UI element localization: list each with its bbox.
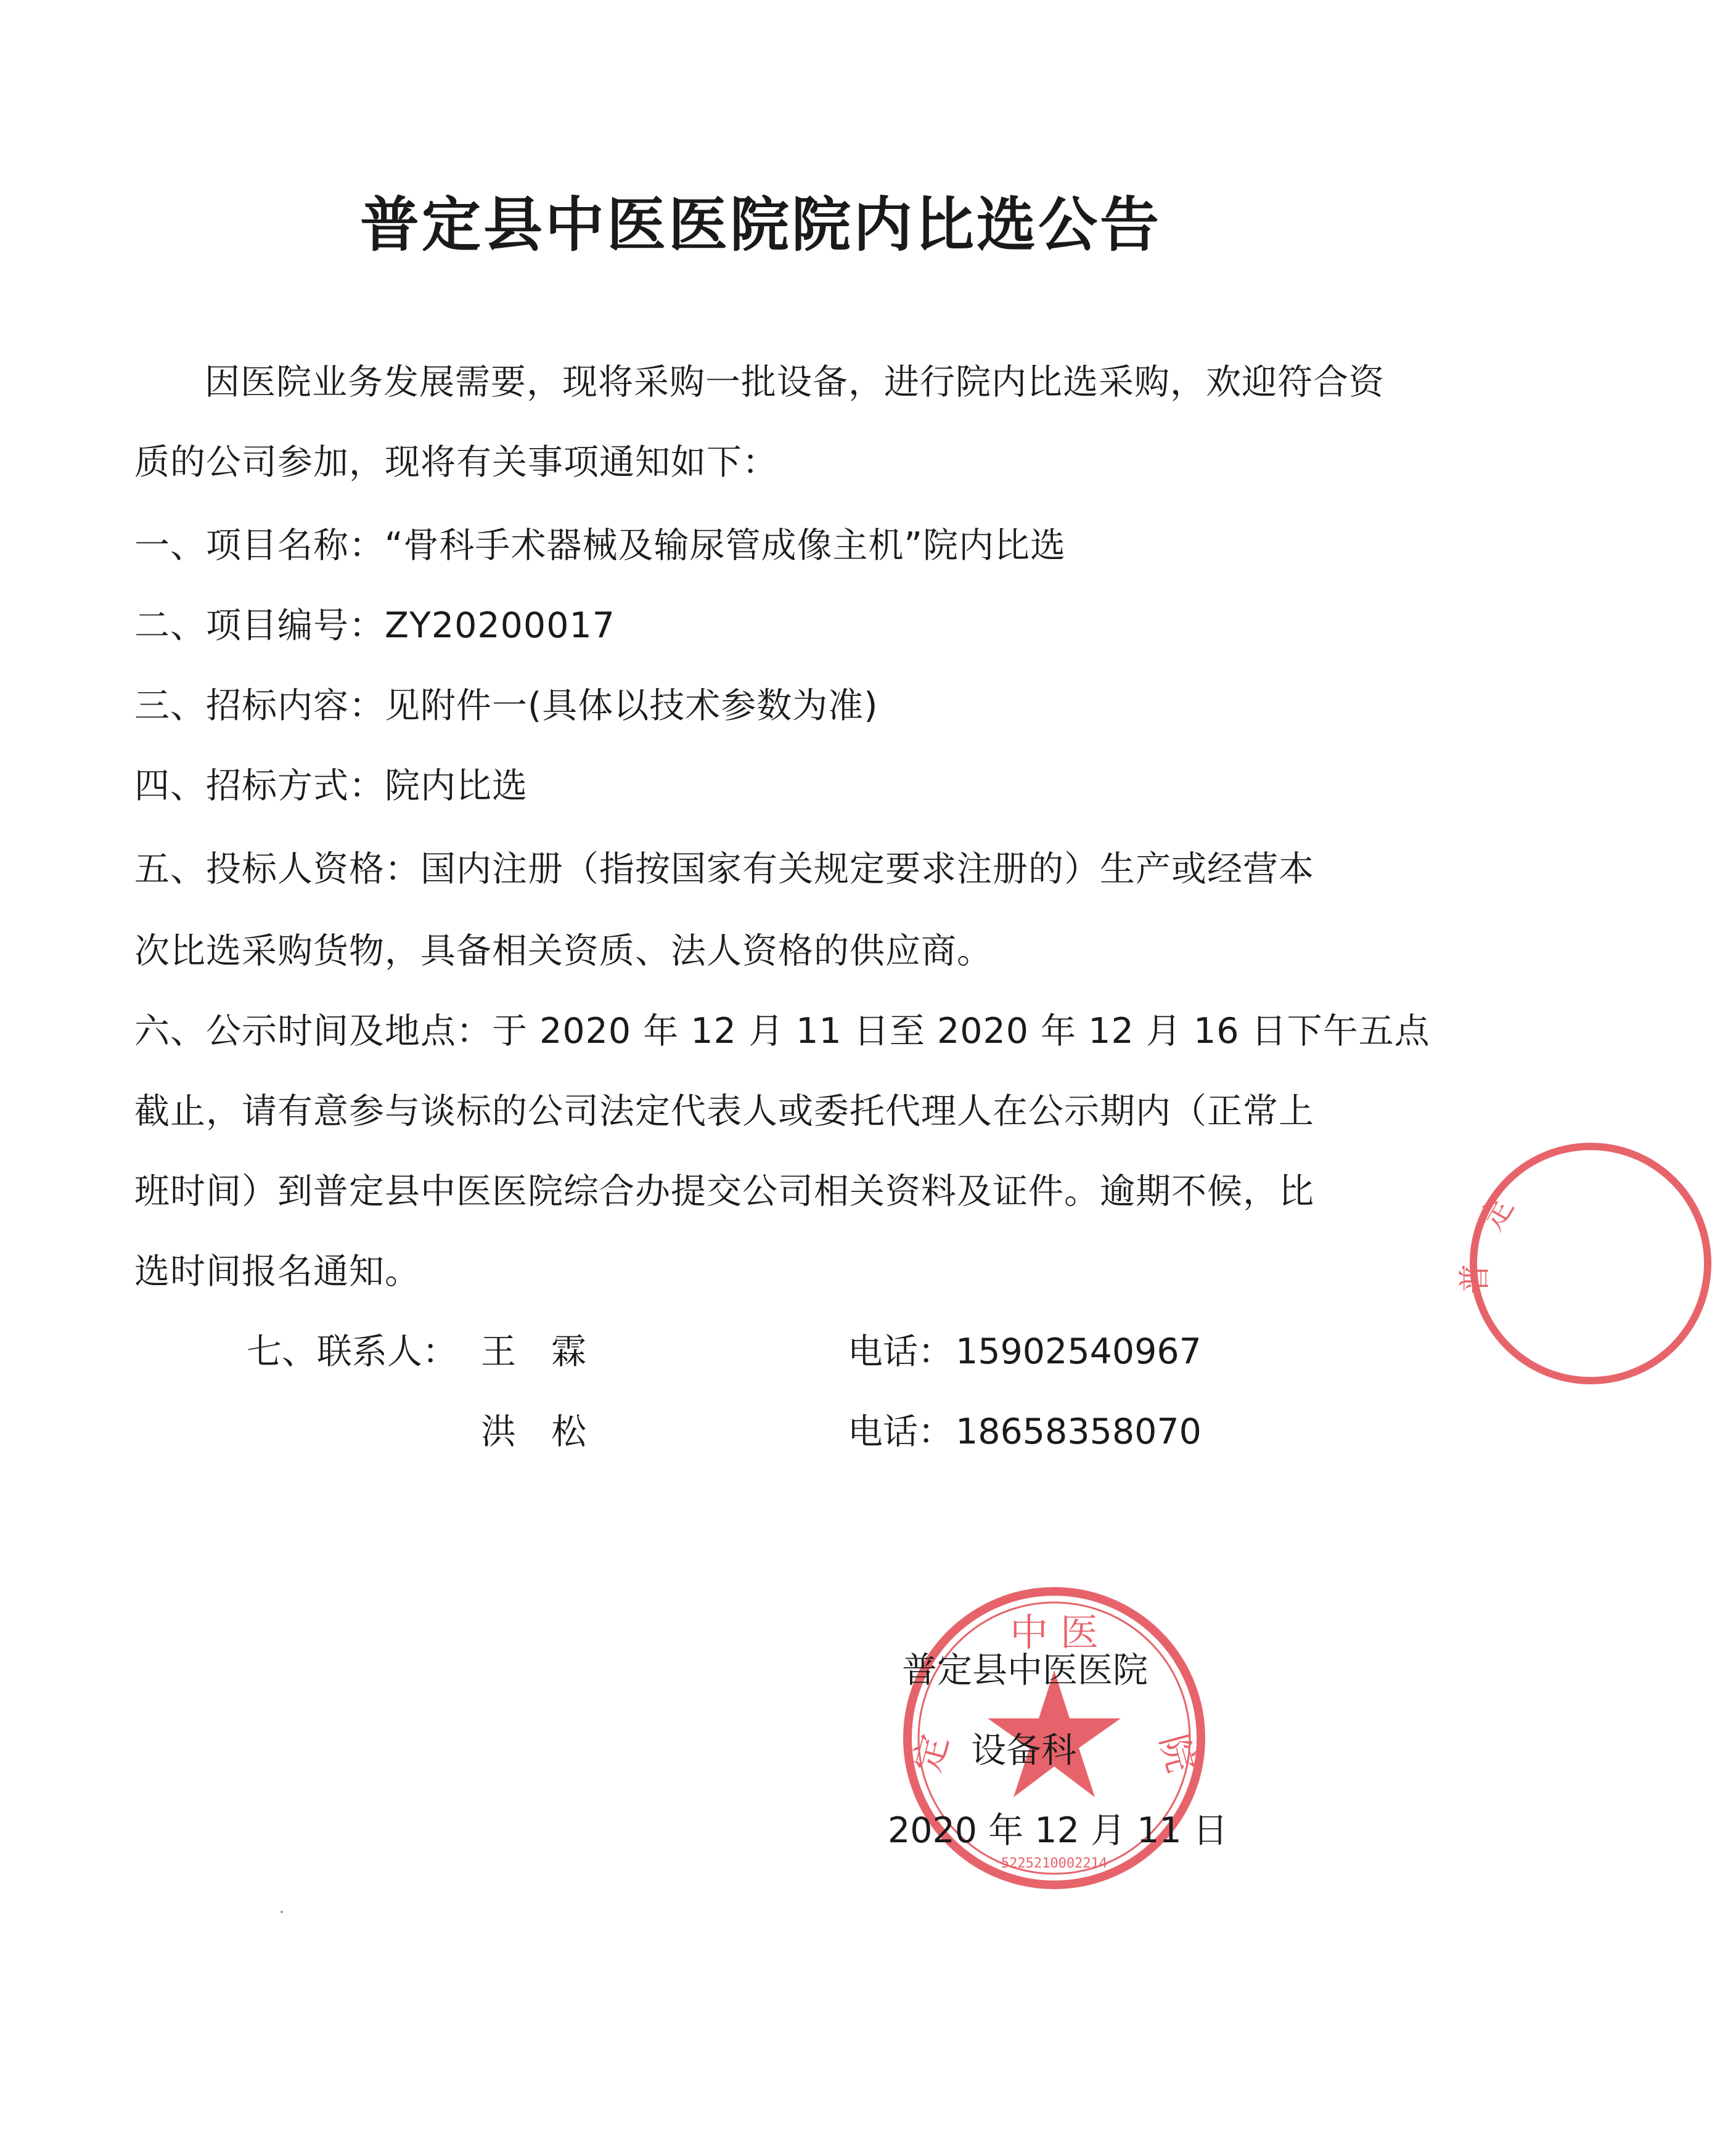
intro-paragraph: 因医院业务发展需要，现将采购一批设备，进行院内比选采购，欢迎符合资质的公司参加，现将有关事项通知如下： — [134, 362, 1385, 483]
contact-phone-label-1: 电话： — [848, 1331, 953, 1372]
item-publicity-line4: 选时间报名通知。 — [134, 1251, 420, 1292]
contact-label: 七、联系人： — [247, 1331, 457, 1372]
svg-text:5225210002214: 5225210002214 — [1001, 1856, 1108, 1871]
contact-phone-2: 18658358070 — [956, 1411, 1202, 1452]
item-tender-content: 三、招标内容：见附件一(具体以技术参数为准) — [134, 685, 878, 726]
scan-speck — [281, 1911, 283, 1913]
svg-text:院: 院 — [1151, 1729, 1203, 1777]
item-bidder-qualification-line1: 五、投标人资格：国内注册（指按国家有关规定要求注册的）生产或经营本 — [134, 849, 1314, 889]
contact-name-2: 洪 松 — [481, 1411, 586, 1452]
item-tender-method: 四、招标方式：院内比选 — [134, 766, 528, 806]
signature-date: 2020 年 12 月 11 日 — [888, 1810, 1228, 1851]
item-publicity-line2: 截止，请有意参与谈标的公司法定代表人或委托代理人在公示期内（正常上 — [134, 1091, 1314, 1132]
svg-text:中 医: 中 医 — [1010, 1610, 1099, 1655]
signature-org: 普定县中医医院 — [902, 1650, 1148, 1691]
svg-text:定: 定 — [906, 1729, 957, 1777]
signature-dept: 设备科 — [971, 1730, 1076, 1771]
item-bidder-qualification-line2: 次比选采购货物，具备相关资质、法人资格的供应商。 — [134, 931, 993, 971]
contact-phone-label-2: 电话： — [848, 1411, 953, 1452]
document-title: 普定县中医医院院内比选公告 — [360, 190, 1161, 259]
partial-seal — [1457, 1134, 1720, 1393]
item-publicity-line1: 六、公示时间及地点：于 2020 年 12 月 11 日至 2020 年 12 月 16 日下午五点 — [134, 1011, 1430, 1051]
item-project-number: 二、项目编号：ZY20200017 — [134, 605, 615, 646]
item-project-name: 一、项目名称：“骨科手术器械及输尿管成像主机”院内比选 — [134, 525, 1067, 566]
svg-text:普: 普 — [1457, 1262, 1494, 1294]
item-publicity-line3: 班时间）到普定县中医医院综合办提交公司相关资料及证件。逾期不候，比 — [134, 1171, 1314, 1212]
contact-phone-1: 15902540967 — [956, 1331, 1202, 1372]
svg-text:定: 定 — [1473, 1190, 1521, 1237]
contact-name-1: 王 霖 — [481, 1331, 586, 1372]
